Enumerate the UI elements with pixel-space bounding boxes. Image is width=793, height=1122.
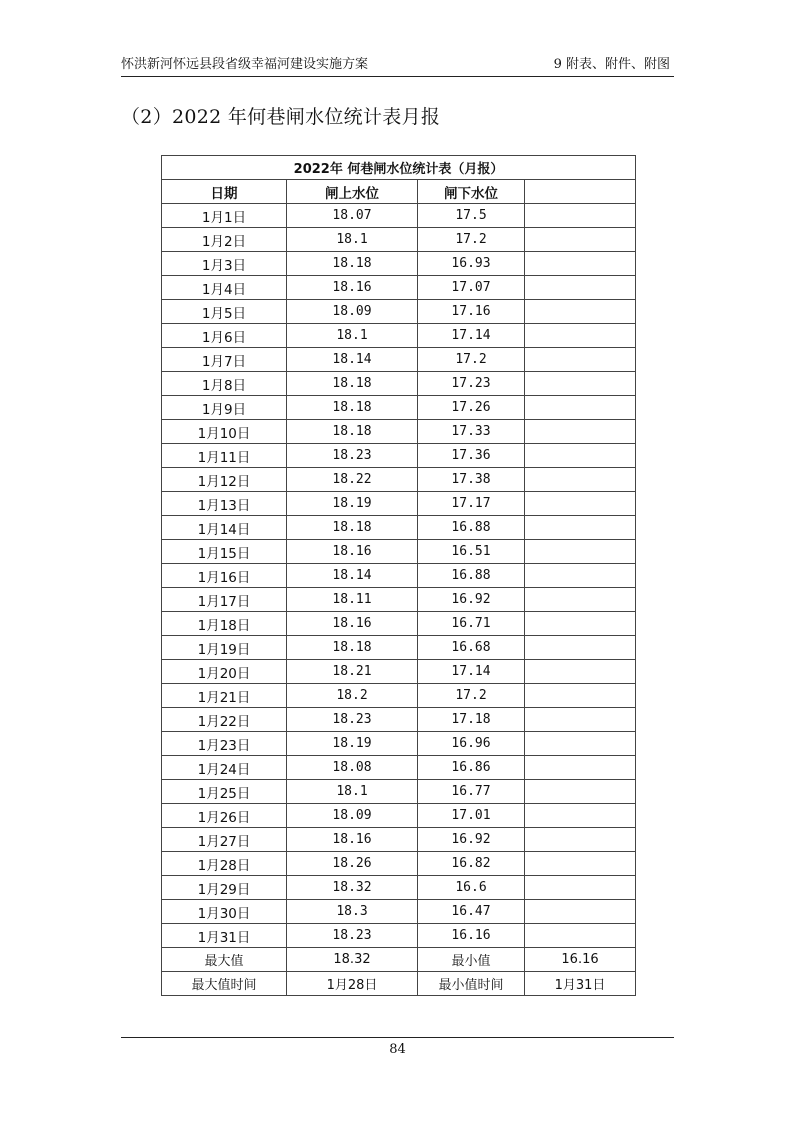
cell-upstream-level: 18.07 <box>287 204 418 228</box>
table-row <box>162 588 636 612</box>
summary-row <box>162 948 636 972</box>
header-section-label: 9 附表、附件、附图 <box>553 57 670 72</box>
cell-blank <box>525 924 636 948</box>
table-row <box>162 756 636 780</box>
page-header <box>121 54 674 77</box>
page-footer <box>121 1037 674 1057</box>
cell-blank <box>525 804 636 828</box>
cell-date: 1月23日 <box>162 732 287 756</box>
table-row <box>162 204 636 228</box>
cell-blank <box>525 636 636 660</box>
cell-date: 1月14日 <box>162 516 287 540</box>
cell-date: 1月13日 <box>162 492 287 516</box>
cell-downstream-level: 17.17 <box>418 492 525 516</box>
cell-blank <box>525 444 636 468</box>
cell-downstream-level: 16.96 <box>418 732 525 756</box>
cell-downstream-level: 17.36 <box>418 444 525 468</box>
table-row <box>162 516 636 540</box>
cell-date: 1月12日 <box>162 468 287 492</box>
cell-date: 1月24日 <box>162 756 287 780</box>
cell-date: 1月20日 <box>162 660 287 684</box>
cell-date: 1月29日 <box>162 876 287 900</box>
cell-upstream-level: 18.16 <box>287 540 418 564</box>
cell-upstream-level: 18.32 <box>287 876 418 900</box>
cell-date: 1月9日 <box>162 396 287 420</box>
summary-label-min: 最小值 <box>418 948 525 972</box>
table-row <box>162 924 636 948</box>
summary-value-min: 16.16 <box>525 948 636 972</box>
table-row <box>162 276 636 300</box>
table-row <box>162 468 636 492</box>
table-row <box>162 252 636 276</box>
cell-blank <box>525 612 636 636</box>
cell-blank <box>525 708 636 732</box>
section-title: （2）2022 年何巷闸水位统计表月报 <box>121 106 441 128</box>
cell-upstream-level: 18.16 <box>287 276 418 300</box>
cell-date: 1月8日 <box>162 372 287 396</box>
cell-blank <box>525 276 636 300</box>
cell-date: 1月21日 <box>162 684 287 708</box>
cell-upstream-level: 18.09 <box>287 804 418 828</box>
cell-upstream-level: 18.1 <box>287 228 418 252</box>
cell-upstream-level: 18.11 <box>287 588 418 612</box>
cell-date: 1月1日 <box>162 204 287 228</box>
table-row <box>162 300 636 324</box>
cell-blank <box>525 228 636 252</box>
cell-blank <box>525 684 636 708</box>
table-title-row <box>162 156 636 180</box>
cell-downstream-level: 16.6 <box>418 876 525 900</box>
cell-upstream-level: 18.3 <box>287 900 418 924</box>
cell-downstream-level: 16.86 <box>418 756 525 780</box>
cell-blank <box>525 300 636 324</box>
table-row <box>162 876 636 900</box>
cell-downstream-level: 17.01 <box>418 804 525 828</box>
table-row <box>162 660 636 684</box>
cell-blank <box>525 492 636 516</box>
cell-upstream-level: 18.19 <box>287 492 418 516</box>
cell-downstream-level: 16.68 <box>418 636 525 660</box>
cell-date: 1月10日 <box>162 420 287 444</box>
cell-downstream-level: 16.71 <box>418 612 525 636</box>
table-row <box>162 636 636 660</box>
cell-downstream-level: 16.47 <box>418 900 525 924</box>
table-row <box>162 900 636 924</box>
cell-downstream-level: 16.92 <box>418 828 525 852</box>
cell-downstream-level: 17.23 <box>418 372 525 396</box>
table-row <box>162 684 636 708</box>
cell-upstream-level: 18.18 <box>287 516 418 540</box>
table-row <box>162 780 636 804</box>
cell-upstream-level: 18.2 <box>287 684 418 708</box>
table-row <box>162 348 636 372</box>
cell-upstream-level: 18.14 <box>287 348 418 372</box>
cell-blank <box>525 588 636 612</box>
column-header-blank <box>525 180 636 204</box>
cell-date: 1月17日 <box>162 588 287 612</box>
summary-label-max: 最大值 <box>162 948 287 972</box>
table-row <box>162 732 636 756</box>
cell-upstream-level: 18.14 <box>287 564 418 588</box>
cell-downstream-level: 17.16 <box>418 300 525 324</box>
cell-blank <box>525 780 636 804</box>
cell-upstream-level: 18.1 <box>287 780 418 804</box>
cell-blank <box>525 252 636 276</box>
cell-blank <box>525 564 636 588</box>
table-row <box>162 708 636 732</box>
cell-downstream-level: 16.88 <box>418 516 525 540</box>
table-row <box>162 228 636 252</box>
cell-blank <box>525 516 636 540</box>
page-number: 84 <box>389 1042 406 1057</box>
cell-downstream-level: 17.18 <box>418 708 525 732</box>
table-row <box>162 852 636 876</box>
cell-upstream-level: 18.16 <box>287 828 418 852</box>
cell-upstream-level: 18.1 <box>287 324 418 348</box>
cell-upstream-level: 18.23 <box>287 924 418 948</box>
column-header-downstream-level: 闸下水位 <box>418 180 525 204</box>
cell-downstream-level: 16.92 <box>418 588 525 612</box>
water-level-table <box>161 155 636 996</box>
cell-upstream-level: 18.23 <box>287 708 418 732</box>
cell-blank <box>525 876 636 900</box>
cell-downstream-level: 17.5 <box>418 204 525 228</box>
cell-downstream-level: 16.93 <box>418 252 525 276</box>
table-row <box>162 324 636 348</box>
cell-upstream-level: 18.26 <box>287 852 418 876</box>
cell-date: 1月19日 <box>162 636 287 660</box>
summary-label-max-time: 最大值时间 <box>162 972 287 996</box>
cell-downstream-level: 17.2 <box>418 348 525 372</box>
cell-blank <box>525 540 636 564</box>
table-row <box>162 372 636 396</box>
table-row <box>162 444 636 468</box>
cell-date: 1月16日 <box>162 564 287 588</box>
cell-upstream-level: 18.18 <box>287 636 418 660</box>
cell-date: 1月11日 <box>162 444 287 468</box>
cell-blank <box>525 372 636 396</box>
cell-downstream-level: 17.14 <box>418 324 525 348</box>
cell-date: 1月22日 <box>162 708 287 732</box>
table-row <box>162 540 636 564</box>
cell-upstream-level: 18.21 <box>287 660 418 684</box>
cell-downstream-level: 17.2 <box>418 684 525 708</box>
cell-date: 1月26日 <box>162 804 287 828</box>
cell-blank <box>525 420 636 444</box>
table-header-row <box>162 180 636 204</box>
summary-value-min-time: 1月31日 <box>525 972 636 996</box>
cell-date: 1月4日 <box>162 276 287 300</box>
cell-date: 1月7日 <box>162 348 287 372</box>
cell-downstream-level: 16.88 <box>418 564 525 588</box>
cell-downstream-level: 17.2 <box>418 228 525 252</box>
cell-downstream-level: 17.33 <box>418 420 525 444</box>
table-row <box>162 420 636 444</box>
table-row <box>162 804 636 828</box>
cell-downstream-level: 16.51 <box>418 540 525 564</box>
cell-blank <box>525 324 636 348</box>
cell-date: 1月25日 <box>162 780 287 804</box>
cell-blank <box>525 468 636 492</box>
cell-date: 1月3日 <box>162 252 287 276</box>
cell-downstream-level: 16.82 <box>418 852 525 876</box>
cell-blank <box>525 852 636 876</box>
cell-date: 1月28日 <box>162 852 287 876</box>
table-row <box>162 564 636 588</box>
cell-downstream-level: 17.38 <box>418 468 525 492</box>
table-row <box>162 492 636 516</box>
cell-downstream-level: 16.77 <box>418 780 525 804</box>
cell-blank <box>525 660 636 684</box>
cell-upstream-level: 18.18 <box>287 420 418 444</box>
column-header-upstream-level: 闸上水位 <box>287 180 418 204</box>
summary-row <box>162 972 636 996</box>
cell-blank <box>525 900 636 924</box>
cell-date: 1月30日 <box>162 900 287 924</box>
table-row <box>162 828 636 852</box>
cell-upstream-level: 18.22 <box>287 468 418 492</box>
cell-upstream-level: 18.08 <box>287 756 418 780</box>
summary-value-max-time: 1月28日 <box>287 972 418 996</box>
cell-date: 1月2日 <box>162 228 287 252</box>
summary-label-min-time: 最小值时间 <box>418 972 525 996</box>
summary-value-max: 18.32 <box>287 948 418 972</box>
cell-downstream-level: 17.07 <box>418 276 525 300</box>
cell-upstream-level: 18.09 <box>287 300 418 324</box>
cell-upstream-level: 18.23 <box>287 444 418 468</box>
cell-date: 1月18日 <box>162 612 287 636</box>
cell-downstream-level: 17.26 <box>418 396 525 420</box>
cell-upstream-level: 18.16 <box>287 612 418 636</box>
header-document-title: 怀洪新河怀远县段省级幸福河建设实施方案 <box>121 57 369 72</box>
table-row <box>162 612 636 636</box>
cell-blank <box>525 732 636 756</box>
cell-downstream-level: 17.14 <box>418 660 525 684</box>
table-row <box>162 396 636 420</box>
cell-upstream-level: 18.18 <box>287 372 418 396</box>
cell-blank <box>525 396 636 420</box>
cell-date: 1月27日 <box>162 828 287 852</box>
cell-date: 1月31日 <box>162 924 287 948</box>
cell-blank <box>525 828 636 852</box>
cell-downstream-level: 16.16 <box>418 924 525 948</box>
table-title: 2022年 何巷闸水位统计表（月报） <box>162 156 636 180</box>
cell-date: 1月6日 <box>162 324 287 348</box>
cell-date: 1月5日 <box>162 300 287 324</box>
cell-blank <box>525 756 636 780</box>
column-header-date: 日期 <box>162 180 287 204</box>
cell-upstream-level: 18.18 <box>287 396 418 420</box>
cell-date: 1月15日 <box>162 540 287 564</box>
cell-upstream-level: 18.18 <box>287 252 418 276</box>
cell-upstream-level: 18.19 <box>287 732 418 756</box>
cell-blank <box>525 204 636 228</box>
cell-blank <box>525 348 636 372</box>
